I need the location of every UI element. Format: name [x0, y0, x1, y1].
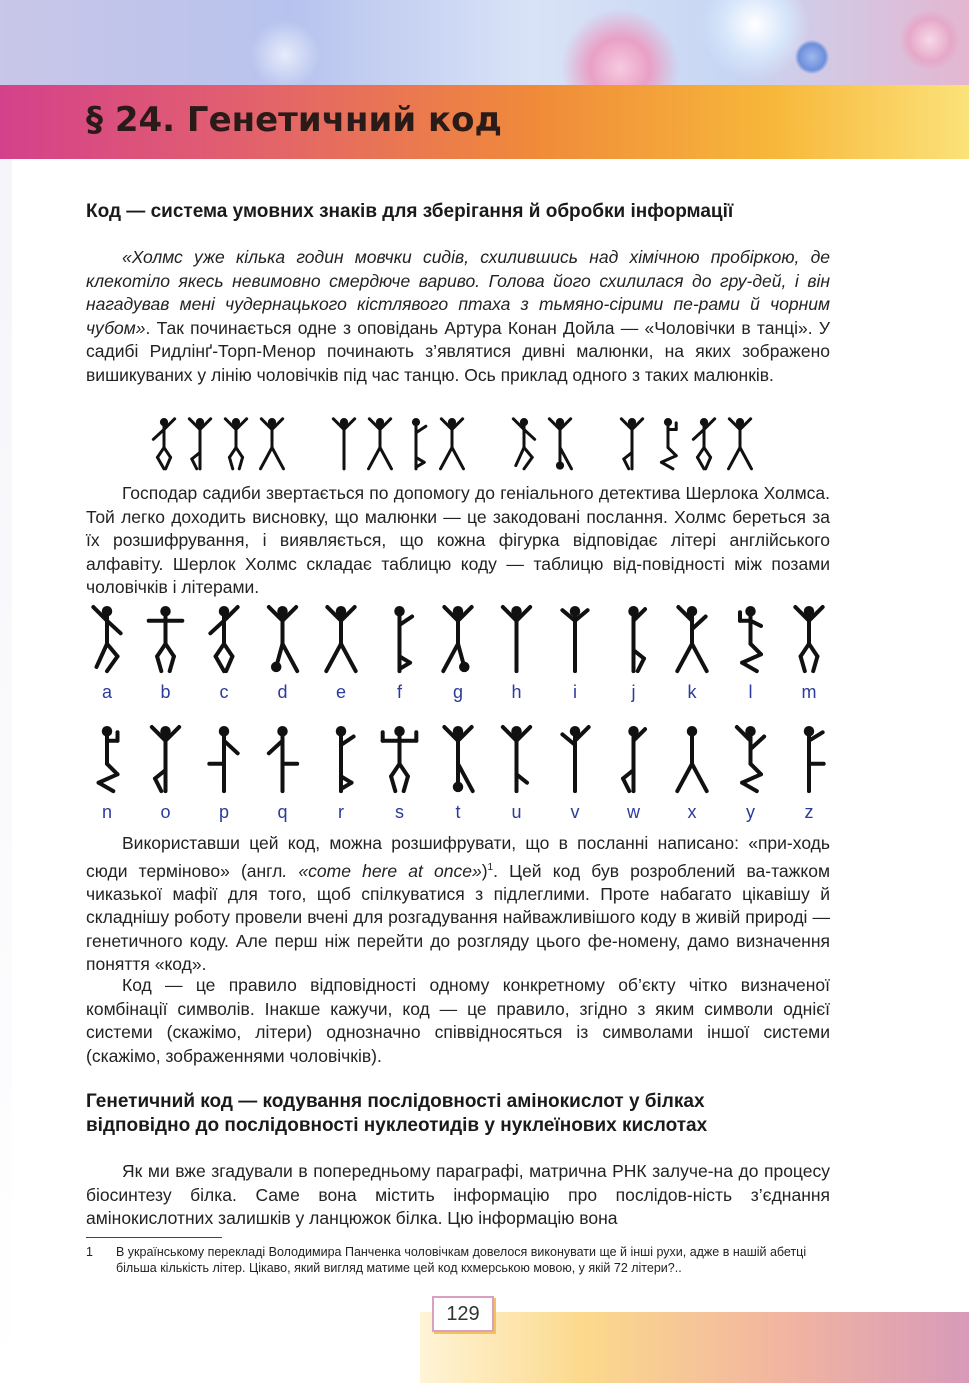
quote-text: «Холмс уже кілька годин мовчки сидів, схилившись над хімічною пробіркою, де клекотіло якесь невимовно смердюче вариво. Голова його схилилася до гру-дей, і він нагадував мені чудернацького кістлявого птаха з тьмяно-сірими пе-рами й чорним чубом» [86, 247, 830, 338]
section-heading-genetic-code [86, 1090, 707, 1138]
intro-text: . Так починається одне з оповідань Артура Конан Дойла — «Чоловічки в танці». У садибі Ридлінґ-Торп-Менор починають з’являтися дивні малюнки, на яких зображено вишикуваних у лінію чоловічків під час танцю. Ось приклад одного з таких малюнків. [86, 317, 830, 385]
cipher-letter-v: v [570, 802, 580, 822]
cipher-letter-t: t [455, 802, 461, 822]
cipher-letter-s: s [395, 802, 404, 822]
cipher-figure-q [269, 726, 297, 791]
footnote-number: 1 [86, 1245, 93, 1259]
footnote [86, 1244, 830, 1276]
cipher-letter-f: f [396, 682, 403, 702]
cipher-figure-d [269, 606, 297, 672]
cipher-figure-t [444, 726, 472, 792]
cipher-figure-x [677, 726, 706, 791]
cipher-figure-y [737, 726, 764, 791]
cipher-figure-w [623, 726, 645, 791]
message-figure [661, 418, 676, 469]
cipher-figure-z [804, 726, 824, 791]
cipher-row-2 [80, 726, 840, 826]
section-heading-code: Код — система умовних знаків для зберігання й обробки інформації [86, 201, 734, 222]
message-figure [729, 418, 752, 469]
cipher-figure-m [795, 606, 822, 671]
footnote-ref: 1 [487, 861, 494, 873]
cipher-letter-g: g [452, 682, 464, 702]
cipher-figure-o [152, 726, 179, 791]
cipher-figure-s [383, 726, 417, 791]
cipher-letter-h: h [511, 682, 522, 702]
message-figure [441, 418, 464, 469]
page-number: 129 [432, 1296, 494, 1332]
message-figure [621, 418, 642, 469]
cipher-letter-a: a [101, 682, 113, 702]
cipher-figure-r [336, 726, 354, 791]
cipher-letter-u: u [511, 802, 522, 822]
cipher-letter-b: b [160, 682, 171, 702]
cipher-letter-p: p [218, 802, 230, 822]
cipher-row-1 [80, 606, 840, 706]
cipher-figure-i [562, 606, 587, 671]
footer-decoration [420, 1312, 969, 1383]
cipher-letter-k: k [687, 682, 697, 702]
cipher-letter-l: l [748, 682, 753, 702]
cipher-letter-o: o [160, 802, 171, 822]
decoded-english: . «come here at once» [282, 860, 482, 881]
message-figure [693, 418, 714, 469]
cipher-figure-h [503, 606, 530, 671]
cipher-figure-e [326, 606, 355, 671]
message-figure [153, 418, 174, 469]
paragraph-definition [86, 974, 830, 1068]
side-strip [0, 159, 12, 1389]
cipher-letter-d: d [277, 682, 288, 702]
cipher-figure-j [628, 606, 645, 671]
cipher-letter-q: q [277, 802, 288, 822]
dancing-men-message [150, 418, 770, 480]
heading-line-2: відповідно до послідовності нуклеотидів у нуклеїнових кислотах [86, 1115, 708, 1136]
cipher-figure-u [503, 726, 530, 791]
mrna-text: Як ми вже згадували в попередньому параграфі, матрична РНК залуче-на до процесу біосинтезу білка. Саме вона містить інформацію про послідов-ність з’єднання амінокислотних залишків у ланцюжок білка. Цю інформацію вона [86, 1161, 830, 1228]
cipher-figure-n [99, 726, 118, 791]
cipher-figure-g [443, 606, 471, 672]
paragraph-mrna [86, 1160, 830, 1231]
definition-text: Код — це правило відповідності одному конкретному об’єкту чітко визначеної комбінації символів. Інакше кажучи, код — це правило, згідно з яким символи однієї системи (скажімо, літери) однозначно співвідносяться із символами іншої системи (скажімо, зображеннями чоловічків). [86, 975, 830, 1066]
cipher-figure-l [740, 606, 761, 671]
paragraph-intro [86, 246, 830, 387]
message-figure [189, 418, 210, 469]
cipher-letter-j: j [631, 682, 636, 702]
footnote-divider [86, 1237, 222, 1238]
cipher-letter-w: w [627, 802, 640, 822]
cipher-letter-e: e [335, 682, 347, 702]
cipher-figure-c [210, 606, 237, 671]
decoded-text-a: Використавши цей код, можна розшифрувати, що в посланні написано: «при-ходь сюди терміново» (англ [86, 833, 830, 881]
paragraph-decoded: Використавши цей код, можна розшифрувати, що в посланні написано: «при-ходь сюди терміново» (англ. «come here at once»)$^1$. Цей код був розроблений ва-тажком чиказької мафії для того, щоб спілкуватися з підлеглими. Проте набагато цікавішу й складнішу роботу провели вчені для розгадування найважливішого коду в живій природі — генетичного коду. Але перш ніж перейти до розгляду цього фе-номену, дамо визначення поняття «код». [86, 833, 830, 975]
header-decoration [0, 0, 969, 85]
message-figure [261, 418, 284, 469]
page-title: § 24. Генетичний код [86, 100, 502, 140]
message-figure [333, 418, 354, 469]
message-figure [225, 418, 246, 469]
cipher-figure-f [394, 606, 412, 671]
message-figure [513, 418, 534, 469]
cipher-letter-z: z [804, 802, 814, 822]
footnote-text: В українському перекладі Володимира Панченка чоловічкам довелося виконувати ще й інші рухи, адже в нашій абетці більша кількість літер. Цікаво, який вигляд матиме цей код кхмерською мовою, у якій 72 літери?.. [116, 1245, 807, 1275]
cipher-letter-c: c [219, 682, 229, 702]
cipher-letter-m: m [801, 682, 817, 702]
message-figure [369, 418, 392, 469]
cipher-figure-p [209, 726, 237, 791]
cipher-letter-r: r [338, 802, 344, 822]
cipher-figure-a [93, 606, 120, 671]
cipher-letter-n: n [101, 802, 113, 822]
cipher-figure-k [677, 606, 706, 671]
cipher-letter-x: x [687, 802, 697, 822]
message-figure [549, 418, 571, 470]
cipher-figure-b [149, 606, 183, 671]
paragraph-holmes [86, 482, 830, 600]
holmes-text: Господар садиби звертається по допомогу до геніального детектива Шерлока Холмса. Той легко доходить висновку, що малюнки — це закодовані послання. Холмс береться за їх розшифрування, і виявляється, що кожна фігурка відповідає літері англійського алфавіту. Шерлок Холмс складає таблицю коду — таблицю від-повідності між позами чоловічків і літерами. [86, 483, 830, 597]
decoded-text-b: . Цей код був розроблений ва-тажком чиказької мафії для того, щоб спілкуватися з підлеглими. Проте набагато цікавішу й складнішу роботу провели вчені для розгадування найважливішого коду в живій природі — генетичного коду. Але перш ніж перейти до розгляду цього фе-номену, дамо визначення поняття «код». [86, 860, 830, 975]
message-figure [412, 418, 426, 469]
cipher-letter-y: y [746, 802, 755, 822]
cipher-figure-v [562, 726, 588, 791]
heading-line-1: Генетичний код — кодування послідовності амінокислот у білках [86, 1091, 705, 1112]
cipher-letter-i: i [573, 682, 577, 702]
